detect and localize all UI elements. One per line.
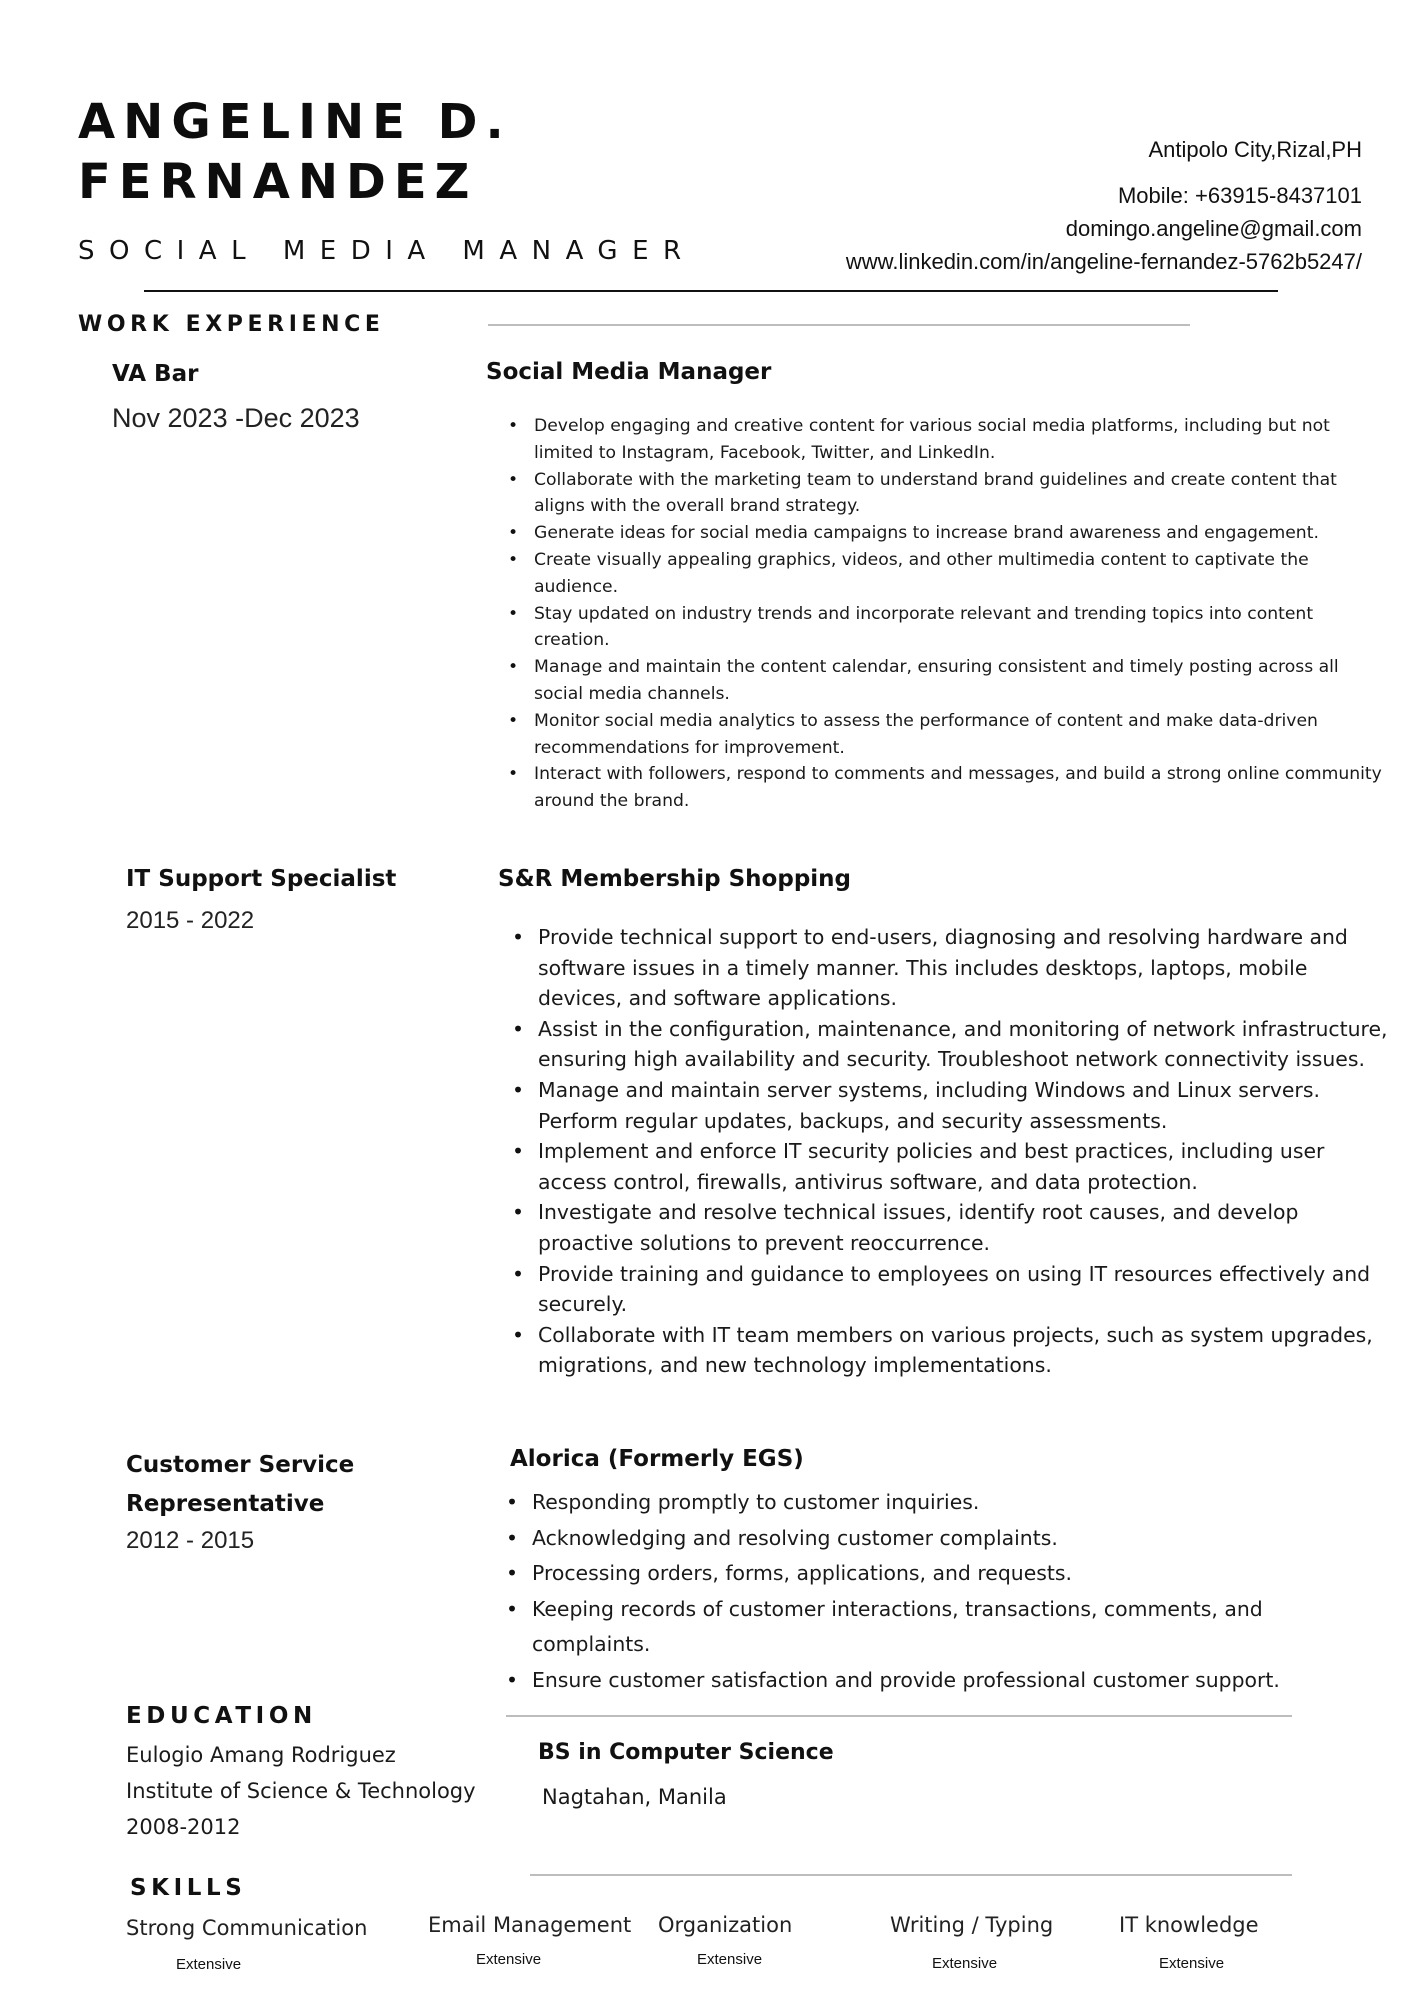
skills-divider	[530, 1874, 1292, 1876]
job-3-org	[126, 1446, 354, 1524]
skill-1-level: Extensive	[176, 1956, 242, 1973]
education-years: 2008-2012	[126, 1815, 241, 1839]
job-3-org-line-2: Representative	[126, 1491, 325, 1517]
job-1-dates: Nov 2023 -Dec 2023	[112, 403, 360, 433]
list-item: • Create visually appealing graphics, videos, and other multimedia content to captivate the audience.	[506, 547, 1386, 601]
job-3-org-line-1: Customer Service	[126, 1452, 355, 1478]
list-item: • Provide technical support to end-users, diagnosing and resolving hardware and software issues in a timely manner. This includes desktops, laptops, mobile devices, and software applications.	[510, 922, 1390, 1014]
job-2-title: S&R Membership Shopping	[498, 866, 852, 892]
list-item: • Monitor social media analytics to assess the performance of content and make data-driven recommendations for improvement.	[506, 708, 1386, 762]
skill-5-name: IT knowledge	[1119, 1913, 1259, 1937]
list-item: • Responding promptly to customer inquiries.	[504, 1485, 1384, 1521]
list-item: • Keeping records of customer interactions, transactions, comments, and complaints.	[504, 1592, 1384, 1663]
name-line-2: FERNANDEZ	[78, 154, 478, 210]
job-3-dates: 2012 - 2015	[126, 1527, 255, 1554]
education-degree: BS in Computer Science	[538, 1740, 834, 1765]
skills-heading: SKILLS	[130, 1875, 247, 1901]
education-school	[126, 1737, 476, 1845]
skill-1-name: Strong Communication	[126, 1916, 368, 1940]
job-1-title: Social Media Manager	[486, 359, 772, 385]
school-line-1: Eulogio Amang Rodriguez	[126, 1743, 396, 1767]
skill-2-level: Extensive	[476, 1951, 542, 1968]
list-item: • Interact with followers, respond to comments and messages, and build a strong online community around the brand.	[506, 761, 1386, 815]
school-line-2: Institute of Science & Technology	[126, 1779, 476, 1803]
job-1-bullet-list	[506, 413, 1386, 815]
contact-mobile: Mobile: +63915-8437101	[1117, 183, 1362, 208]
job-2-bullet-list	[510, 922, 1390, 1381]
education-location: Nagtahan, Manila	[542, 1785, 727, 1809]
list-item: • Ensure customer satisfaction and provide professional customer support.	[504, 1663, 1384, 1699]
education-heading: EDUCATION	[126, 1703, 317, 1729]
header-divider	[144, 290, 1278, 292]
contact-linkedin[interactable]: www.linkedin.com/in/angeline-fernandez-5762b5247/	[845, 249, 1362, 274]
skill-4-name: Writing / Typing	[890, 1913, 1054, 1937]
skill-4-level: Extensive	[932, 1955, 998, 1972]
contact-email[interactable]: domingo.angeline@gmail.com	[1065, 216, 1362, 241]
list-item: • Processing orders, forms, applications, and requests.	[504, 1556, 1384, 1592]
job-3-title: Alorica (Formerly EGS)	[510, 1446, 804, 1472]
skill-3-level: Extensive	[697, 1951, 763, 1968]
list-item: • Develop engaging and creative content for various social media platforms, including but not limited to Instagram, Facebook, Twitter, and LinkedIn.	[506, 413, 1386, 467]
education-divider	[506, 1715, 1292, 1717]
list-item: • Acknowledging and resolving customer complaints.	[504, 1521, 1384, 1557]
list-item: • Collaborate with the marketing team to understand brand guidelines and create content that aligns with the overall brand strategy.	[506, 467, 1386, 521]
work-experience-heading: WORK EXPERIENCE	[78, 312, 385, 337]
work-experience-divider	[488, 324, 1190, 326]
skill-3-name: Organization	[658, 1913, 793, 1937]
list-item: • Generate ideas for social media campaigns to increase brand awareness and engagement.	[506, 520, 1386, 547]
contact-location: Antipolo City,Rizal,PH	[1148, 137, 1362, 162]
list-item: • Manage and maintain the content calendar, ensuring consistent and timely posting across all social media channels.	[506, 654, 1386, 708]
job-2-dates: 2015 - 2022	[126, 907, 255, 934]
job-3-bullet-list	[504, 1485, 1384, 1698]
list-item: • Assist in the configuration, maintenance, and monitoring of network infrastructure, ensuring high availability and security. Troubleshoot network connectivity issues.	[510, 1014, 1390, 1075]
list-item: • Provide training and guidance to employees on using IT resources effectively and securely.	[510, 1259, 1390, 1320]
skill-5-level: Extensive	[1159, 1955, 1225, 1972]
candidate-name	[78, 92, 512, 212]
job-1-org: VA Bar	[112, 361, 199, 387]
list-item: • Manage and maintain server systems, including Windows and Linux servers. Perform regular updates, backups, and security assessments.	[510, 1075, 1390, 1136]
list-item: • Implement and enforce IT security policies and best practices, including user access control, firewalls, antivirus software, and data protection.	[510, 1136, 1390, 1197]
list-item: • Collaborate with IT team members on various projects, such as system upgrades, migrations, and new technology implementations.	[510, 1320, 1390, 1381]
skill-2-name: Email Management	[428, 1913, 632, 1937]
name-line-1: ANGELINE D.	[78, 94, 512, 150]
role-title: SOCIAL MEDIA MANAGER	[78, 236, 696, 266]
job-2-org: IT Support Specialist	[126, 866, 397, 892]
list-item: • Investigate and resolve technical issues, identify root causes, and develop proactive solutions to prevent reoccurrence.	[510, 1197, 1390, 1258]
list-item: • Stay updated on industry trends and incorporate relevant and trending topics into content creation.	[506, 601, 1386, 655]
